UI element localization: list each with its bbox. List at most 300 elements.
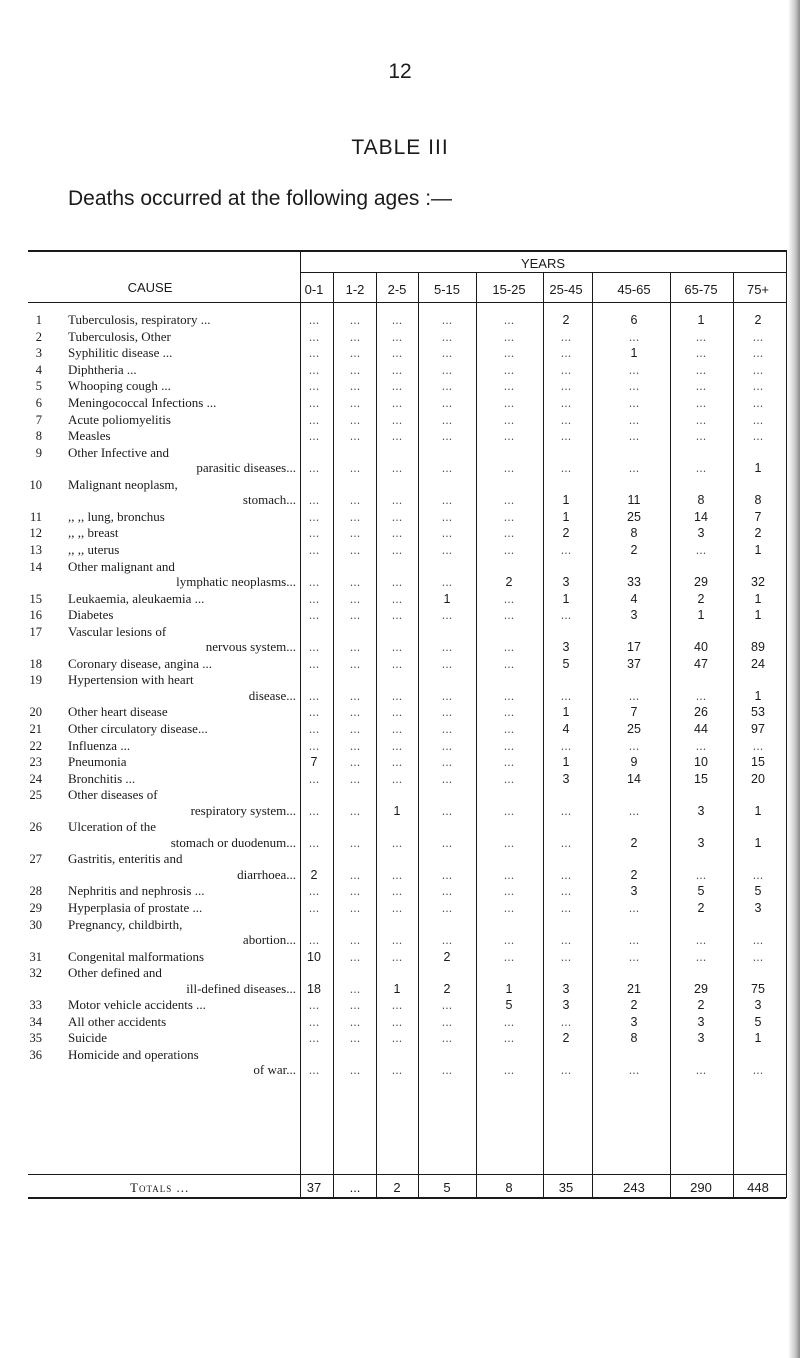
table-row (0, 949, 800, 964)
empty-cell: ... (441, 429, 453, 444)
cause-label: Nephritis and nephrosis ... (68, 883, 205, 899)
empty-cell: ... (560, 379, 572, 394)
empty-cell: ... (441, 396, 453, 410)
empty-cell: ... (441, 640, 453, 655)
empty-cell: ... (752, 346, 764, 361)
empty-cell: ... (441, 755, 453, 770)
empty-cell: ... (695, 396, 707, 410)
cause-label: Diphtheria ... (68, 361, 137, 377)
empty-cell: ... (628, 738, 640, 753)
cause-label: Acute poliomyelitis (68, 411, 171, 427)
row-number: 19 (29, 673, 42, 688)
empty-cell: ... (441, 543, 453, 557)
value-cell: 1 (505, 981, 513, 996)
value-cell: 2 (562, 526, 570, 541)
empty-cell: ... (503, 362, 515, 377)
cause-label: Congenital malformations (68, 948, 205, 964)
empty-cell: ... (441, 688, 453, 703)
empty-cell: ... (441, 509, 453, 524)
empty-cell: ... (391, 493, 403, 508)
table-row (0, 754, 800, 769)
table-row (0, 656, 800, 671)
empty-cell: ... (441, 901, 453, 915)
empty-cell: ... (308, 803, 320, 818)
total-cell: ... (349, 1180, 361, 1195)
empty-cell: ... (349, 1014, 361, 1029)
value-cell: 2 (754, 313, 762, 327)
empty-cell: ... (503, 640, 515, 655)
empty-cell: ... (441, 379, 453, 394)
empty-cell: ... (391, 755, 403, 770)
cause-label: Other malignant and (68, 558, 175, 574)
value-cell: 1 (697, 313, 705, 327)
table-row (0, 312, 800, 327)
empty-cell: ... (441, 738, 453, 753)
cause-label: Syphilitic disease ... (68, 345, 173, 361)
empty-cell: ... (349, 949, 361, 964)
value-cell: 2 (443, 981, 451, 996)
empty-cell: ... (628, 803, 640, 818)
empty-cell: ... (308, 608, 320, 623)
value-cell: 3 (562, 640, 570, 655)
row-number: 24 (29, 771, 42, 786)
empty-cell: ... (503, 429, 515, 444)
cause-label: Tuberculosis, respiratory ... (68, 312, 211, 327)
empty-cell: ... (503, 461, 515, 476)
empty-cell: ... (391, 1031, 403, 1046)
empty-cell: ... (308, 722, 320, 736)
empty-cell: ... (308, 379, 320, 394)
empty-cell: ... (503, 396, 515, 410)
empty-cell: ... (391, 313, 403, 327)
value-cell: 8 (754, 493, 762, 508)
empty-cell: ... (391, 835, 403, 850)
cause-label: Suicide (68, 1030, 107, 1046)
empty-cell: ... (349, 998, 361, 1013)
row-number: 1 (35, 313, 42, 327)
header-age-5: 25-45 (549, 282, 583, 297)
row-number: 26 (29, 820, 42, 835)
cause-label: Motor vehicle accidents ... (68, 997, 206, 1013)
row-number: 32 (29, 966, 42, 981)
value-cell: 14 (694, 509, 708, 524)
empty-cell: ... (503, 608, 515, 623)
table-row (0, 624, 800, 655)
empty-cell: ... (628, 396, 640, 410)
empty-cell: ... (308, 1014, 320, 1029)
value-cell: 2 (754, 526, 762, 541)
value-cell: 2 (562, 313, 570, 327)
empty-cell: ... (391, 362, 403, 377)
value-cell: 8 (630, 526, 638, 541)
empty-cell: ... (503, 346, 515, 361)
empty-cell: ... (308, 656, 320, 671)
empty-cell: ... (695, 362, 707, 377)
table-row (0, 1014, 800, 1029)
empty-cell: ... (308, 640, 320, 655)
empty-cell: ... (560, 1014, 572, 1029)
empty-cell: ... (560, 329, 572, 344)
row-number: 21 (29, 722, 42, 736)
row-number: 13 (29, 543, 42, 557)
empty-cell: ... (503, 412, 515, 427)
empty-cell: ... (391, 771, 403, 786)
value-cell: 2 (697, 998, 705, 1013)
row-number: 27 (29, 852, 42, 867)
value-cell: 18 (307, 981, 321, 996)
empty-cell: ... (560, 461, 572, 476)
empty-cell: ... (560, 362, 572, 377)
value-cell: 20 (751, 771, 765, 786)
value-cell: 9 (630, 755, 638, 770)
empty-cell: ... (391, 412, 403, 427)
empty-cell: ... (695, 949, 707, 964)
empty-cell: ... (391, 705, 403, 720)
header-age-4: 15-25 (492, 282, 526, 297)
table-row (0, 362, 800, 377)
row-number: 29 (29, 901, 42, 915)
empty-cell: ... (308, 688, 320, 703)
value-cell: 37 (627, 656, 641, 671)
empty-cell: ... (308, 429, 320, 444)
empty-cell: ... (391, 396, 403, 410)
empty-cell: ... (391, 949, 403, 964)
empty-cell: ... (441, 656, 453, 671)
row-number: 10 (29, 477, 42, 492)
empty-cell: ... (503, 949, 515, 964)
table-row (0, 378, 800, 393)
empty-cell: ... (349, 461, 361, 476)
empty-cell: ... (441, 412, 453, 427)
cause-label-continued: lymphatic neoplasms... (176, 573, 296, 589)
value-cell: 1 (754, 688, 762, 703)
empty-cell: ... (441, 803, 453, 818)
table-row (0, 738, 800, 753)
table-row (0, 997, 800, 1012)
value-cell: 32 (751, 574, 765, 589)
table-row (0, 1030, 800, 1045)
empty-cell: ... (441, 932, 453, 947)
total-cell: 8 (505, 1180, 513, 1195)
row-number: 12 (29, 526, 42, 541)
empty-cell: ... (391, 901, 403, 915)
empty-cell: ... (441, 608, 453, 623)
value-cell: 2 (697, 591, 705, 606)
empty-cell: ... (752, 362, 764, 377)
value-cell: 29 (694, 574, 708, 589)
empty-cell: ... (349, 493, 361, 508)
value-cell: 5 (697, 884, 705, 899)
empty-cell: ... (391, 738, 403, 753)
total-cell: 37 (306, 1180, 322, 1195)
empty-cell: ... (349, 509, 361, 524)
empty-cell: ... (349, 688, 361, 703)
empty-cell: ... (349, 981, 361, 996)
value-cell: 11 (627, 493, 641, 508)
cause-label: Other heart disease (68, 704, 168, 720)
value-cell: 44 (694, 722, 708, 736)
table-bottom-rule (28, 1197, 786, 1199)
empty-cell: ... (441, 461, 453, 476)
empty-cell: ... (560, 738, 572, 753)
row-number: 11 (29, 509, 42, 524)
empty-cell: ... (308, 543, 320, 557)
table-row (0, 329, 800, 344)
empty-cell: ... (308, 362, 320, 377)
total-cell: 35 (558, 1180, 574, 1195)
header-cause: CAUSE (127, 280, 173, 295)
header-age-0: 0-1 (304, 282, 324, 297)
empty-cell: ... (560, 412, 572, 427)
row-number: 16 (29, 608, 42, 623)
value-cell: 1 (393, 981, 401, 996)
table-row (0, 445, 800, 476)
empty-cell: ... (695, 543, 707, 557)
total-cell: 243 (623, 1180, 645, 1195)
value-cell: 10 (307, 949, 321, 964)
value-cell: 5 (562, 656, 570, 671)
empty-cell: ... (560, 867, 572, 882)
empty-cell: ... (752, 867, 764, 882)
table-row (0, 1047, 800, 1078)
table-top-rule (28, 250, 786, 252)
value-cell: 4 (630, 591, 638, 606)
table-row (0, 883, 800, 898)
value-cell: 3 (630, 608, 638, 623)
empty-cell: ... (560, 688, 572, 703)
row-number: 35 (29, 1031, 42, 1046)
empty-cell: ... (695, 379, 707, 394)
row-number: 15 (29, 591, 42, 606)
cause-label: Other defined and (68, 965, 162, 981)
empty-cell: ... (560, 884, 572, 899)
empty-cell: ... (391, 1014, 403, 1029)
empty-cell: ... (349, 591, 361, 606)
value-cell: 3 (754, 901, 762, 915)
empty-cell: ... (695, 461, 707, 476)
empty-cell: ... (752, 429, 764, 444)
empty-cell: ... (349, 722, 361, 736)
value-cell: 3 (562, 574, 570, 589)
cause-label-continued: diarrhoea... (237, 866, 296, 882)
header-years: YEARS (520, 256, 566, 271)
empty-cell: ... (503, 591, 515, 606)
cause-label: Gastritis, enteritis and (68, 851, 183, 867)
cause-label: Pneumonia (68, 754, 127, 770)
empty-cell: ... (391, 656, 403, 671)
empty-cell: ... (695, 429, 707, 444)
value-cell: 1 (697, 608, 705, 623)
value-cell: 1 (562, 755, 570, 770)
empty-cell: ... (308, 738, 320, 753)
value-cell: 1 (562, 705, 570, 720)
empty-cell: ... (308, 998, 320, 1013)
empty-cell: ... (503, 722, 515, 736)
value-cell: 3 (697, 1031, 705, 1046)
empty-cell: ... (349, 379, 361, 394)
empty-cell: ... (560, 608, 572, 623)
empty-cell: ... (391, 608, 403, 623)
empty-cell: ... (752, 949, 764, 964)
value-cell: 2 (562, 1031, 570, 1046)
row-number: 4 (35, 362, 42, 377)
totals-row (0, 1180, 800, 1196)
table-row (0, 851, 800, 882)
empty-cell: ... (349, 640, 361, 655)
empty-cell: ... (695, 412, 707, 427)
value-cell: 3 (630, 1014, 638, 1029)
empty-cell: ... (503, 867, 515, 882)
table-row (0, 542, 800, 557)
row-number: 18 (29, 656, 42, 671)
empty-cell: ... (441, 705, 453, 720)
cause-label-continued: abortion... (242, 931, 296, 947)
empty-cell: ... (441, 313, 453, 327)
totals-label: Totals ... (130, 1180, 190, 1195)
row-number: 6 (35, 396, 42, 410)
value-cell: 3 (697, 835, 705, 850)
empty-cell: ... (503, 1031, 515, 1046)
table-title: TABLE III (351, 136, 449, 159)
empty-cell: ... (349, 396, 361, 410)
header-age-2: 2-5 (387, 282, 407, 297)
empty-cell: ... (503, 771, 515, 786)
value-cell: 2 (630, 998, 638, 1013)
total-cell: 2 (393, 1180, 401, 1195)
empty-cell: ... (560, 901, 572, 915)
value-cell: 3 (562, 771, 570, 786)
value-cell: 3 (697, 1014, 705, 1029)
row-number: 8 (35, 429, 42, 444)
header-age-1: 1-2 (345, 282, 365, 297)
empty-cell: ... (628, 362, 640, 377)
empty-cell: ... (503, 313, 515, 327)
value-cell: 1 (562, 591, 570, 606)
empty-cell: ... (503, 932, 515, 947)
empty-cell: ... (308, 461, 320, 476)
empty-cell: ... (349, 429, 361, 444)
empty-cell: ... (503, 835, 515, 850)
cause-label: Leukaemia, aleukaemia ... (68, 590, 205, 606)
empty-cell: ... (391, 1063, 403, 1078)
cause-label: Other circulatory disease... (68, 721, 208, 736)
value-cell: 17 (627, 640, 641, 655)
empty-cell: ... (391, 884, 403, 899)
empty-cell: ... (503, 1063, 515, 1078)
empty-cell: ... (349, 901, 361, 915)
empty-cell: ... (391, 867, 403, 882)
page-number: 12 (388, 60, 412, 83)
cause-label: ,, ,, uterus (68, 542, 120, 557)
empty-cell: ... (349, 329, 361, 344)
empty-cell: ... (349, 738, 361, 753)
value-cell: 14 (627, 771, 641, 786)
empty-cell: ... (308, 1063, 320, 1078)
cause-label: Hyperplasia of prostate ... (68, 900, 203, 915)
empty-cell: ... (695, 346, 707, 361)
empty-cell: ... (391, 543, 403, 557)
empty-cell: ... (503, 656, 515, 671)
empty-cell: ... (441, 722, 453, 736)
value-cell: 3 (630, 884, 638, 899)
cause-label: Measles (68, 428, 111, 444)
row-number: 20 (29, 705, 42, 720)
table-row (0, 607, 800, 622)
value-cell: 6 (630, 313, 638, 327)
value-cell: 1 (754, 1031, 762, 1046)
empty-cell: ... (441, 1031, 453, 1046)
empty-cell: ... (752, 396, 764, 410)
empty-cell: ... (503, 526, 515, 541)
row-number: 31 (29, 949, 42, 964)
empty-cell: ... (560, 429, 572, 444)
empty-cell: ... (349, 656, 361, 671)
empty-cell: ... (503, 1014, 515, 1029)
empty-cell: ... (441, 1063, 453, 1078)
value-cell: 21 (627, 981, 641, 996)
empty-cell: ... (628, 1063, 640, 1078)
empty-cell: ... (308, 329, 320, 344)
total-cell: 5 (443, 1180, 451, 1195)
value-cell: 3 (754, 998, 762, 1013)
empty-cell: ... (503, 705, 515, 720)
empty-cell: ... (752, 932, 764, 947)
cause-label: Meningococcal Infections ... (68, 395, 217, 410)
cause-label-continued: disease... (248, 687, 296, 703)
cause-label-continued: of war... (253, 1062, 296, 1078)
cause-label: ,, ,, lung, bronchus (68, 508, 165, 524)
empty-cell: ... (503, 755, 515, 770)
table-row (0, 965, 800, 996)
empty-cell: ... (391, 998, 403, 1013)
row-number: 30 (29, 917, 42, 932)
empty-cell: ... (349, 1063, 361, 1078)
table-row (0, 721, 800, 736)
empty-cell: ... (349, 574, 361, 589)
empty-cell: ... (560, 396, 572, 410)
empty-cell: ... (308, 509, 320, 524)
empty-cell: ... (391, 574, 403, 589)
value-cell: 25 (627, 722, 641, 736)
empty-cell: ... (503, 803, 515, 818)
table-row (0, 395, 800, 410)
value-cell: 15 (694, 771, 708, 786)
cause-label-continued: nervous system... (205, 639, 296, 655)
cause-label: Malignant neoplasm, (68, 476, 178, 492)
empty-cell: ... (695, 1063, 707, 1078)
cause-label: Diabetes (68, 607, 114, 623)
empty-cell: ... (391, 932, 403, 947)
empty-cell: ... (503, 688, 515, 703)
value-cell: 10 (694, 755, 708, 770)
empty-cell: ... (441, 771, 453, 786)
empty-cell: ... (628, 461, 640, 476)
table-row (0, 917, 800, 948)
table-row (0, 672, 800, 703)
value-cell: 97 (751, 722, 765, 736)
cause-label: Whooping cough ... (68, 378, 171, 394)
empty-cell: ... (695, 867, 707, 882)
table-row (0, 412, 800, 427)
table-row (0, 428, 800, 443)
empty-cell: ... (752, 412, 764, 427)
value-cell: 75 (751, 981, 765, 996)
empty-cell: ... (308, 835, 320, 850)
total-cell: 448 (747, 1180, 769, 1195)
value-cell: 1 (754, 461, 762, 476)
table-row (0, 477, 800, 508)
row-number: 25 (29, 788, 42, 803)
